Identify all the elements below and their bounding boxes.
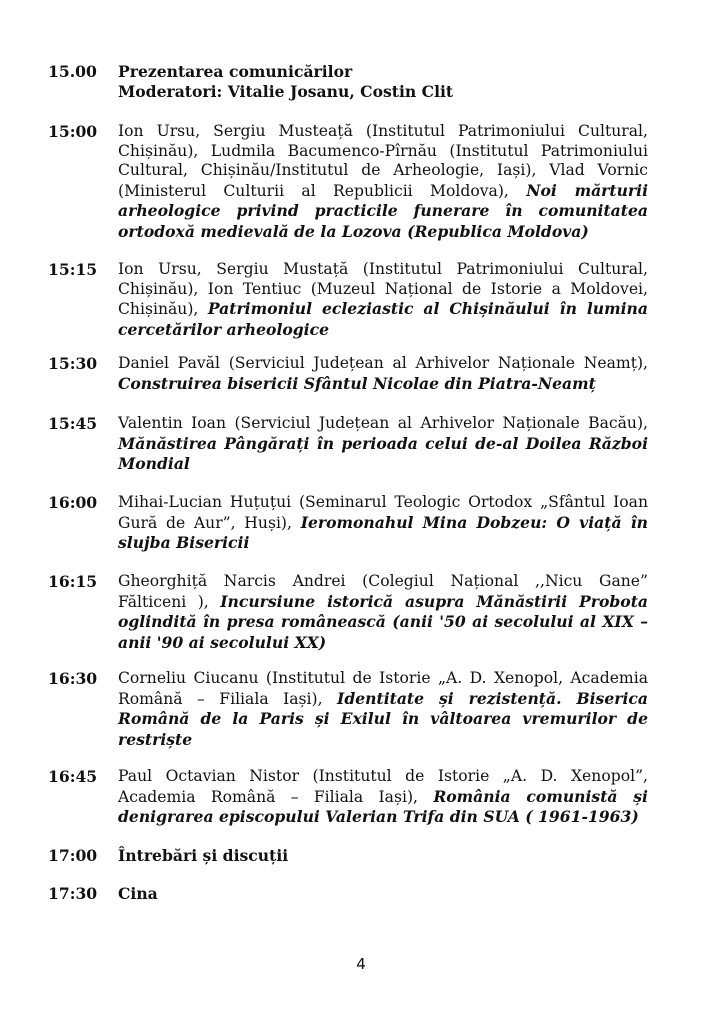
- entry-content: [118, 669, 648, 750]
- closing-time: 17:30: [48, 884, 98, 903]
- entry-authors: Daniel Pavăl (Serviciul Județean al Arhivelor Naționale Neamț),: [118, 354, 648, 372]
- entry-title: Patrimoniul ecleziastic al Chișinăului în lumina cercetărilor arheologice: [118, 299, 648, 339]
- entry-content: [118, 414, 648, 475]
- entry-time: 15:30: [48, 354, 98, 373]
- entry-content: [118, 122, 648, 243]
- session-content: [118, 62, 648, 101]
- entry-title: Ieromonahul Mina Dobzeu: O viață în slujba Bisericii: [118, 512, 648, 553]
- entry-title: România comunistă și denigrarea episcopului Valerian Trifa din SUA ( 1961-1963): [118, 786, 648, 827]
- entry-time: 15:00: [48, 122, 98, 141]
- entry-authors: Mihai-Lucian Huțuțui (Seminarul Teologic Ortodox „Sfântul Ioan Gură de Aur”, Huși),: [118, 493, 648, 532]
- page-number: 4: [356, 955, 366, 973]
- entry-title: Incursiune istorică asupra Mănăstirii Probota oglindită în presa românească (anii '50 ai secolului al XIX – anii '90 ai secolului XX): [118, 591, 649, 652]
- entry-authors: Gheorghiță Narcis Andrei (Colegiul Național ,,Nicu Gane” Fălticeni ),: [118, 572, 648, 611]
- entry-time: 15:45: [48, 414, 98, 433]
- entry-authors: Valentin Ioan (Serviciul Județean al Arhivelor Naționale Bacău),: [118, 414, 648, 432]
- entry-time: 15:15: [48, 260, 98, 279]
- entry-title: Identitate și rezistență. Biserica Română de la Paris și Exilul în vâltoarea vremurilor de restriște: [118, 688, 648, 749]
- entry-time: 16:15: [48, 572, 98, 591]
- entry-time: 16:30: [48, 669, 98, 688]
- entry-content: [118, 572, 648, 653]
- closing-label: Cina: [118, 884, 158, 903]
- session-time: 15.00: [48, 62, 97, 81]
- entry-title: Construirea bisericii Sfântul Nicolae din Piatra-Neamț: [118, 373, 596, 393]
- entry-authors: Corneliu Ciucanu (Institutul de Istorie „A. D. Xenopol, Academia Română – Filiala Iași),: [118, 669, 648, 708]
- entry-content: [118, 767, 648, 828]
- entry-title: Mănăstirea Pângărați în perioada celui de-al Doilea Război Mondial: [118, 433, 648, 474]
- entry-authors: Ion Ursu, Sergiu Musteață (Institutul Patrimoniului Cultural, Chișinău), Ludmila Bacumenco-Pîrnău (Institutul Patrimoniului Cultural, Chișinău/Institutul de Arheologie, Iași), Vlad Vornic (Ministerul Culturii al Republicii Moldova),: [118, 122, 648, 200]
- closing-label: Întrebări și discuții: [118, 846, 289, 865]
- entry-title: Noi mărturii arheologice privind practicile funerare în comunitatea ortodoxă medievală de la Lozova (Republica Moldova): [118, 180, 648, 241]
- session-title: Prezentarea comunicărilor: [118, 62, 353, 81]
- entry-time: 16:45: [48, 767, 98, 786]
- entry-authors: Ion Ursu, Sergiu Mustață (Institutul Patrimoniului Cultural, Chișinău), Ion Tentiuc (Muzeul Național de Istorie a Moldovei, Chișinău),: [118, 260, 648, 319]
- session-moderators: Moderatori: Vitalie Josanu, Costin Clit: [118, 81, 454, 101]
- entry-content: [118, 260, 648, 340]
- entry-content: [118, 354, 648, 394]
- closing-time: 17:00: [48, 846, 98, 865]
- entry-authors: Paul Octavian Nistor (Institutul de Istorie „A. D. Xenopol”, Academia Română – Filiala Iași),: [118, 767, 648, 806]
- entry-time: 16:00: [48, 493, 98, 512]
- entry-content: [118, 493, 648, 554]
